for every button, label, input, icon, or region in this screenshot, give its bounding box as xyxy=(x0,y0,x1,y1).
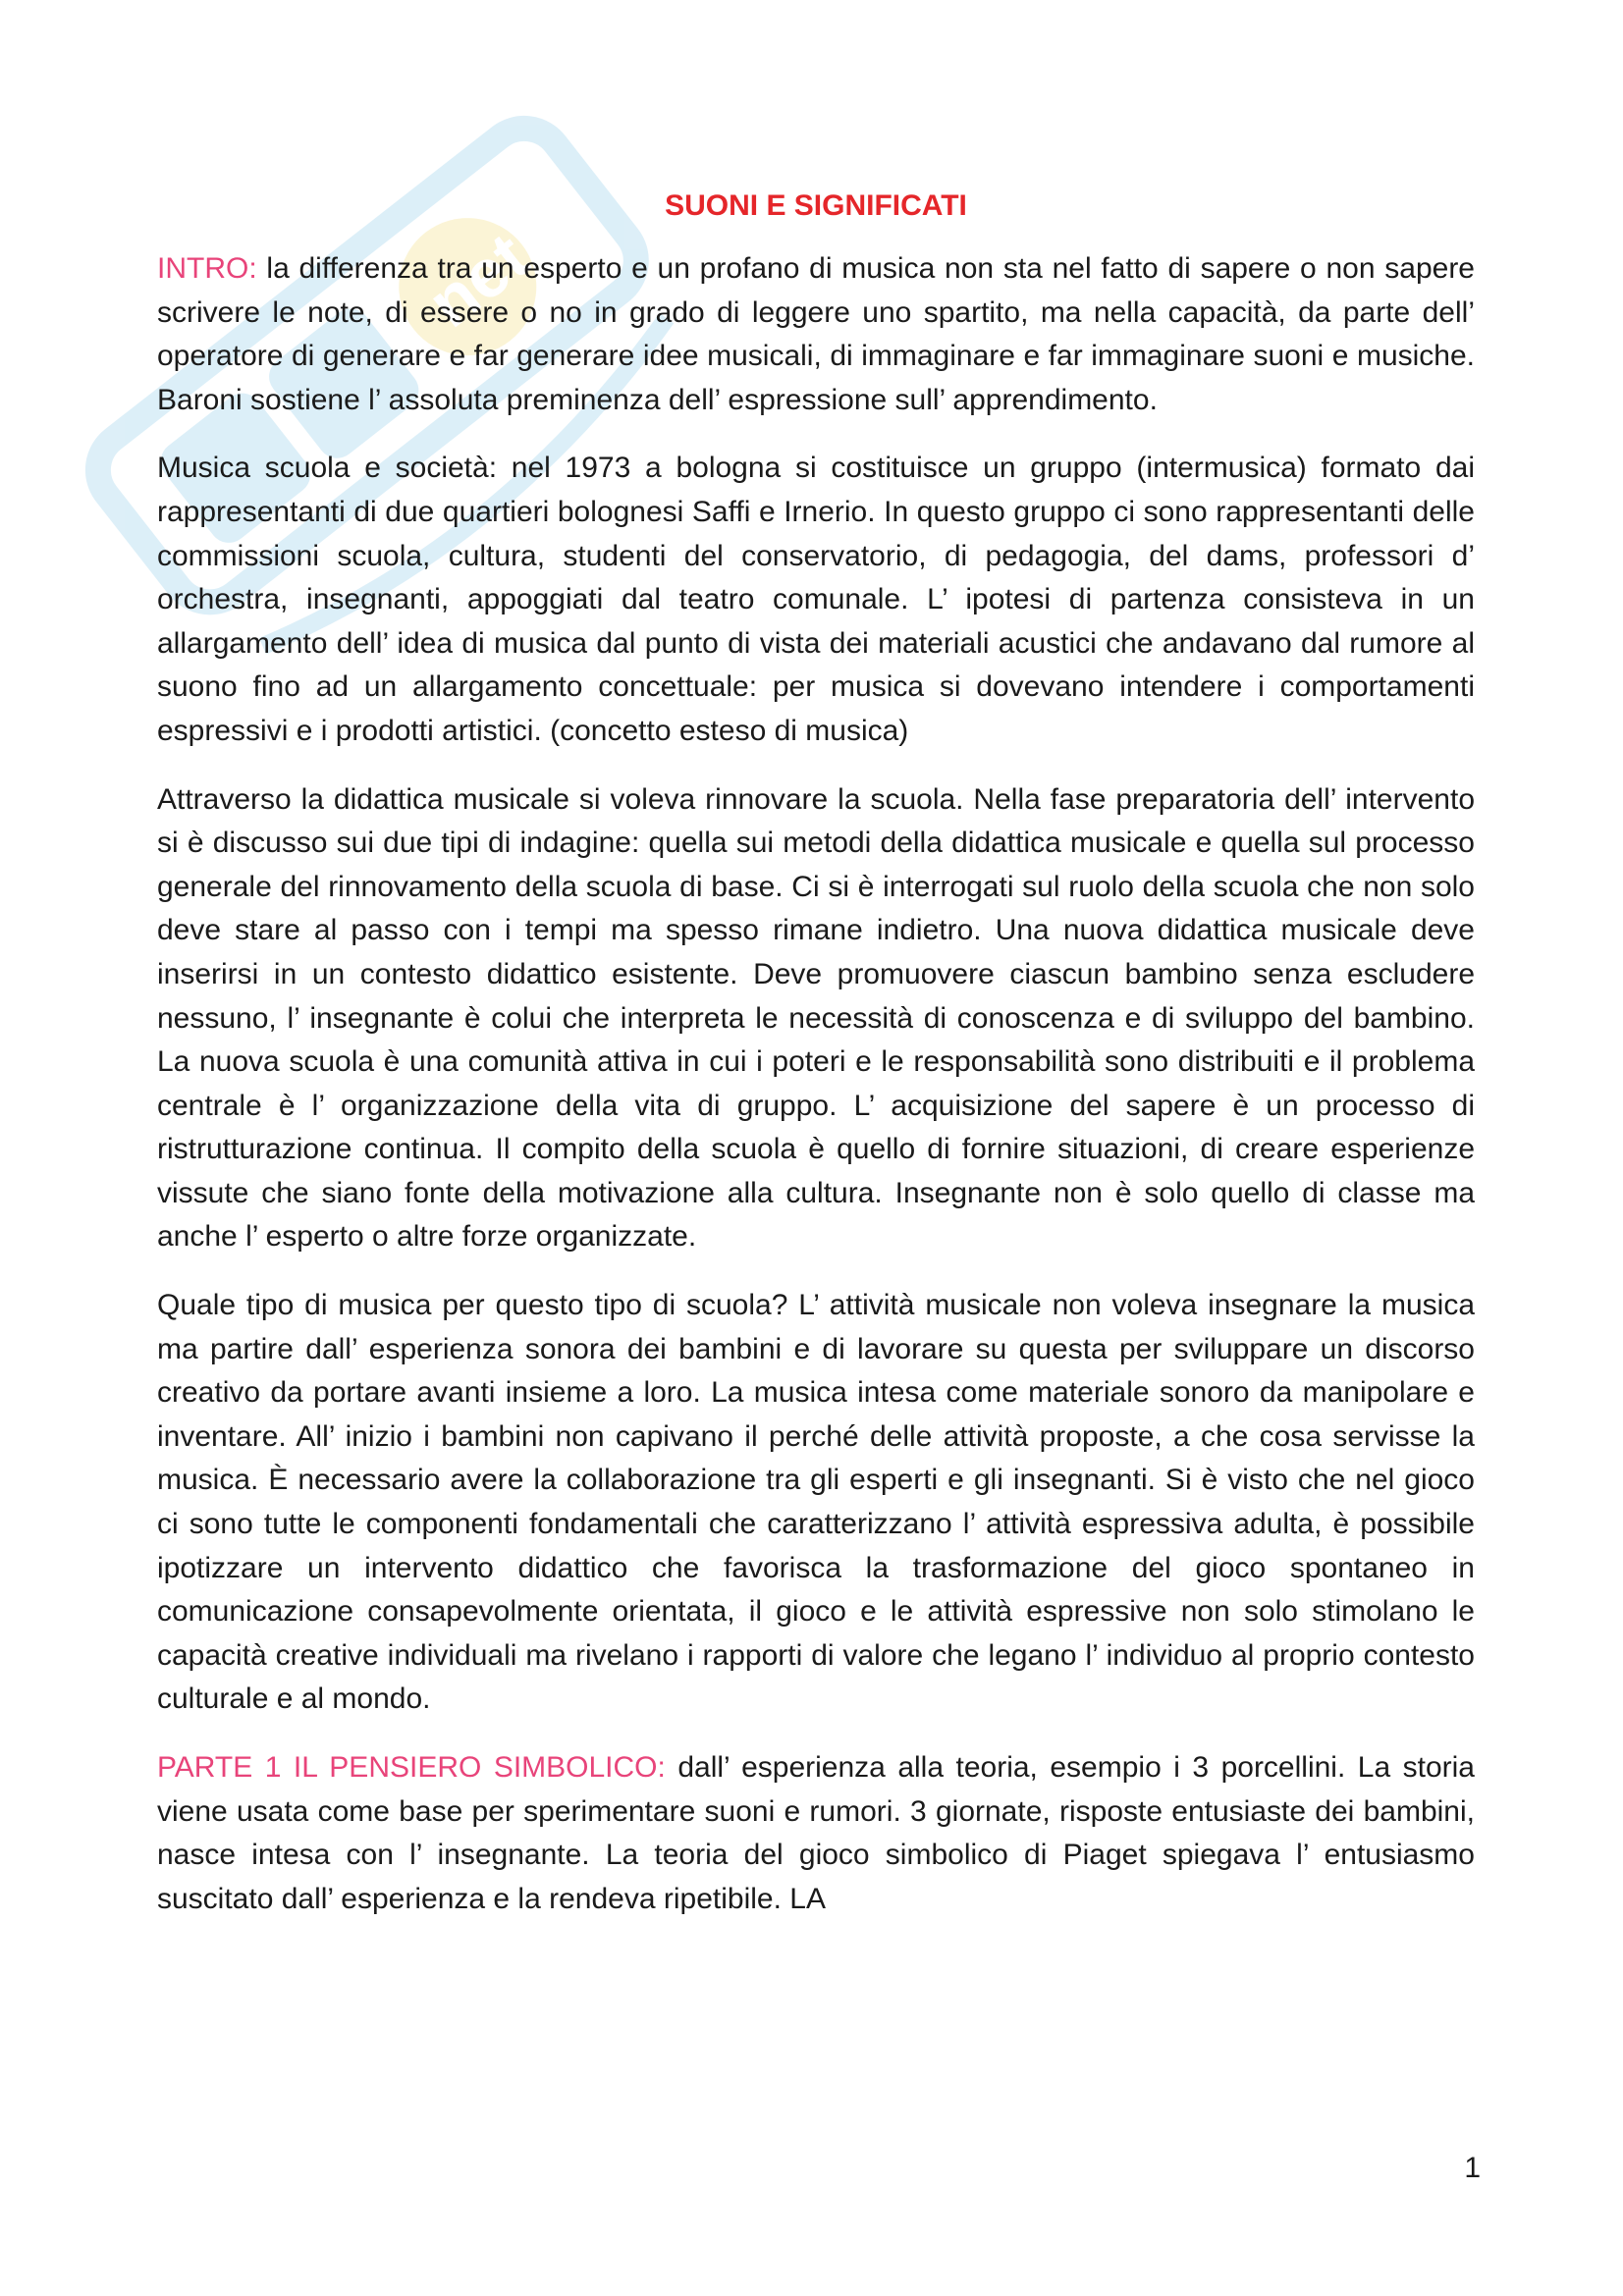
paragraph-tipo-di-musica xyxy=(157,1284,1475,1722)
paragraph-text: Musica scuola e società: nel 1973 a bologna si costituisce un gruppo (intermusica) formato dai rappresentanti di due quartieri bolognesi Saffi e Irnerio. In questo gruppo ci sono rappresentanti delle commissioni scuola, cultura, studenti del conservatorio, di pedagogia, del dams, professori d’ orchestra, insegnanti, appoggiati dal teatro comunale. L’ ipotesi di partenza consisteva in un allargamento dell’ idea di musica dal punto di vista dei materiali acustici che andavano dal rumore al suono fino ad un allargamento concettuale: per musica si dovevano intendere i comportamenti espressivi e i prodotti artistici. (concetto esteso di musica) xyxy=(157,452,1475,747)
paragraph-musica-scuola-societa xyxy=(157,447,1475,753)
paragraph-text: la differenza tra un esperto e un profano di musica non sta nel fatto di sapere o non sapere scrivere le note, di essere o no in grado di leggere uno spartito, ma nella capacità, da parte dell’ operatore di generare e far generare idee musicali, di immaginare e far immaginare suoni e musiche. Baroni sostiene l’ assoluta preminenza dell’ espressione sull’ apprendimento. xyxy=(157,252,1475,416)
watermark-logo-text: net xyxy=(413,218,543,343)
document-title: SUONI E SIGNIFICATI xyxy=(665,189,967,222)
paragraph-text: Quale tipo di musica per questo tipo di scuola? L’ attività musicale non voleva insegnare la musica ma partire dall’ esperienza sonora dei bambini e di lavorare su questa per sviluppare un discorso creativo da portare avanti insieme a loro. La musica intesa come materiale sonoro da manipolare e inventare. All’ inizio i bambini non capivano il perché delle attività proposte, a che cosa servisse la musica. È necessario avere la collaborazione tra gli esperti e gli insegnanti. Si è visto che nel gioco ci sono tutte le componenti fondamentali che caratterizzano l’ attività espressiva adulta, è possibile ipotizzare un intervento didattico che favorisca la trasformazione del gioco spontaneo in comunicazione consapevolmente orientata, il gioco e le attività espressive non solo stimolano le capacità creative individuali ma rivelano i rapporti di valore che legano l’ individuo al proprio contesto culturale e al mondo. xyxy=(157,1289,1475,1716)
paragraph-text: Attraverso la didattica musicale si voleva rinnovare la scuola. Nella fase preparatoria dell’ intervento si è discusso sui due tipi di indagine: quella sui metodi della didattica musicale e quella sul processo generale del rinnovamento della scuola di base. Ci si è interrogati sul ruolo della scuola che non solo deve stare al passo con i tempi ma spesso rimane indietro. Una nuova didattica musicale deve inserirsi in un contesto didattico esistente. Deve promuovere ciascun bambino senza escludere nessuno, l’ insegnante è colui che interpreta le necessità di conoscenza e di sviluppo del bambino. La nuova scuola è una comunità attiva in cui i poteri e le responsabilità sono distribuiti e il problema centrale è l’ organizzazione della vita di gruppo. L’ acquisizione del sapere è un processo di ristrutturazione continua. Il compito della scuola è quello di fornire situazioni, di creare esperienze vissute che siano fonte della motivazione alla cultura. Insegnante non è solo quello di classe ma anche l’ esperto o altre forze organizzate. xyxy=(157,782,1475,1254)
section-label-intro: INTRO: xyxy=(157,252,267,285)
document-page xyxy=(157,187,1475,1946)
paragraph-intro xyxy=(157,247,1475,422)
page-number: 1 xyxy=(1464,2152,1481,2184)
paragraph-parte-1 xyxy=(157,1746,1475,1921)
paragraph-didattica-musicale xyxy=(157,778,1475,1260)
paragraph-text: dall’ esperienza alla teoria, esempio i 3 porcellini. La storia viene usata come base per sperimentare suoni e rumori. 3 giornate, risposte entusiaste dei bambini, nasce intesa con l’ insegnante. La teoria del gioco simbolico di Piaget spiegava l’ entusiasmo suscitato dall’ esperienza e la rendeva ripetibile. LA xyxy=(157,1751,1475,1915)
section-label-parte-1: PARTE 1 IL PENSIERO SIMBOLICO: xyxy=(157,1751,678,1784)
